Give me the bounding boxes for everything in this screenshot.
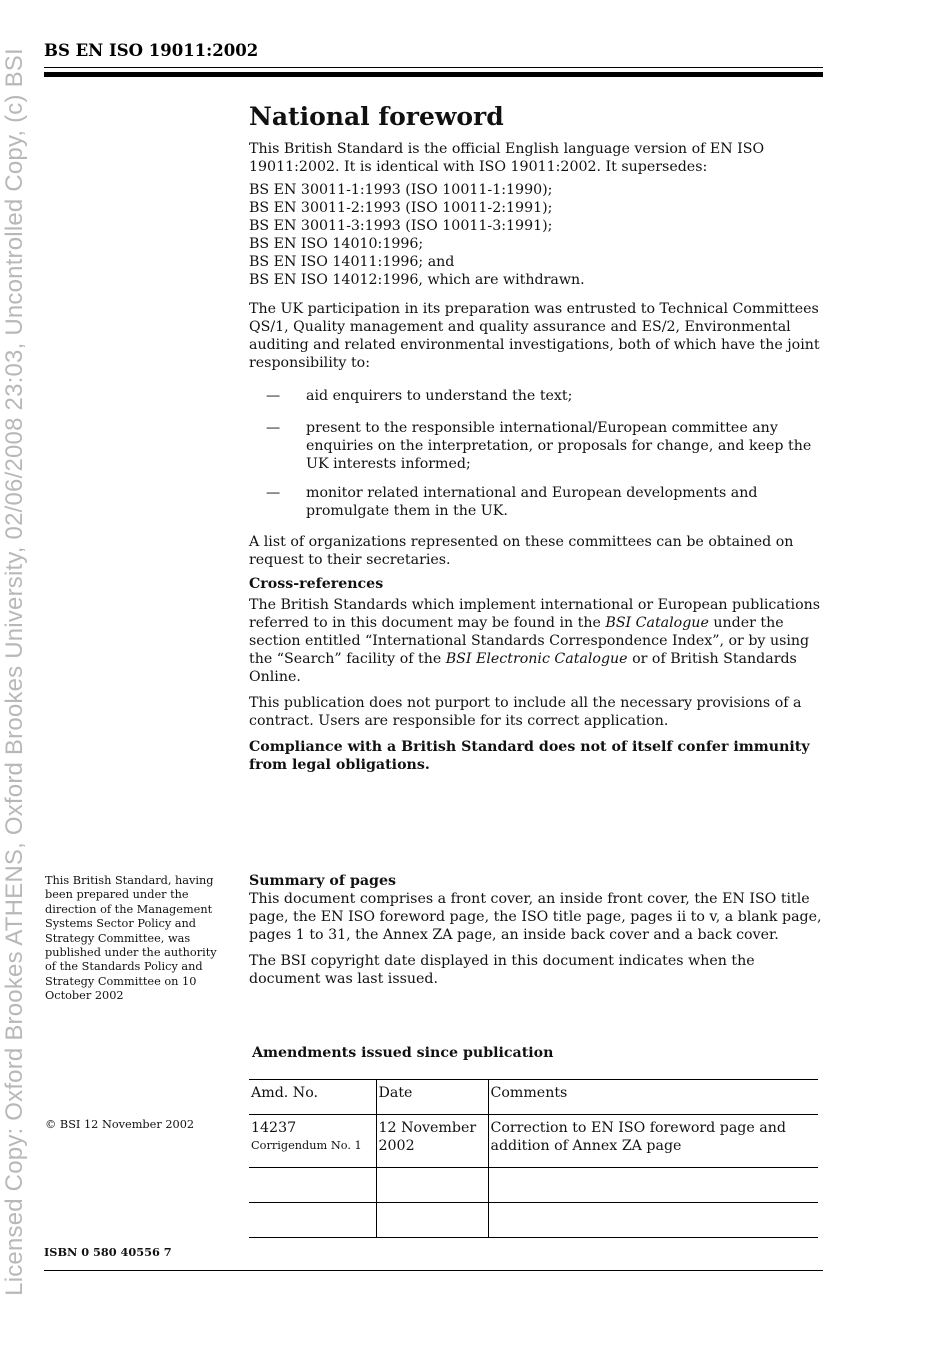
table-row-empty	[249, 1203, 818, 1238]
superseded-item: BS EN ISO 14010:1996;	[249, 236, 424, 252]
amd-no-subtitle: Corrigendum No. 1	[251, 1139, 362, 1152]
participation-paragraph: The UK participation in its preparation was entrusted to Technical Committees QS/1, Quality management and quality assurance and ES/2, Environmental auditing and related environmental investigations, both of which have the joint responsibility to:	[249, 301, 820, 371]
superseded-item: BS EN 30011-2:1993 (ISO 10011-2:1991);	[249, 200, 553, 216]
crossref-text: The British Standards which implement international or European publications referred to in this document may be found in the	[249, 597, 821, 631]
list-item-text: monitor related international and European developments and promulgate them in the UK.	[306, 485, 758, 519]
crossref-heading: Cross-references	[249, 576, 384, 592]
comments-cell: Correction to EN ISO foreword page and addition of Annex ZA page	[488, 1115, 818, 1168]
header-rule-thick	[44, 72, 823, 77]
summary-section	[249, 872, 825, 988]
table-row-empty	[249, 1168, 818, 1203]
crossref-paragraph	[249, 596, 825, 686]
page-title: National foreword	[249, 102, 504, 131]
summary-heading: Summary of pages	[249, 873, 396, 889]
crossref-text: under the section entitled “International Standards Correspondence Index”, or by using the “Search” facility of the	[249, 615, 810, 667]
copyright-date-note: The BSI copyright date displayed in this document indicates when the document was last issued.	[249, 953, 755, 987]
isbn: ISBN 0 580 40556 7	[44, 1245, 172, 1259]
column-header-amd-no: Amd. No.	[249, 1080, 376, 1115]
list-item-text: present to the responsible international/European committee any enquiries on the interpretation, or proposals for change, and keep the UK interests informed;	[306, 420, 812, 472]
list-item	[249, 419, 825, 473]
bsi-catalogue-title: BSI Catalogue	[605, 615, 709, 631]
organizations-paragraph: A list of organizations represented on these committees can be obtained on request to their secretaries.	[249, 534, 794, 568]
amendments-table	[249, 1079, 818, 1238]
superseded-list	[249, 181, 825, 289]
superseded-item: BS EN 30011-1:1993 (ISO 10011-1:1990);	[249, 182, 553, 198]
column-header-comments: Comments	[488, 1080, 818, 1115]
responsibility-list	[249, 387, 825, 520]
column-header-date: Date	[376, 1080, 488, 1115]
list-item-text: aid enquirers to understand the text;	[306, 388, 573, 404]
intro-paragraph: This British Standard is the official English language version of EN ISO 19011:2002. It is identical with ISO 19011:2002. It supersedes:	[249, 141, 765, 175]
table-header-row	[249, 1080, 818, 1115]
foreword-body	[249, 140, 825, 774]
footer-rule	[44, 1270, 823, 1271]
list-item	[249, 387, 825, 405]
superseded-item: BS EN ISO 14011:1996; and	[249, 254, 455, 270]
header-rule-thin	[44, 67, 823, 68]
document-id-header: BS EN ISO 19011:2002	[44, 41, 259, 60]
dash-marker: —	[266, 485, 281, 501]
amd-no-value: 14237	[251, 1120, 297, 1136]
amd-no-cell	[249, 1115, 376, 1168]
bsi-electronic-catalogue-title: BSI Electronic Catalogue	[445, 651, 628, 667]
superseded-item: BS EN ISO 14012:1996, which are withdrawn.	[249, 272, 585, 288]
dash-marker: —	[266, 388, 281, 404]
date-cell: 12 November 2002	[376, 1115, 488, 1168]
compliance-statement: Compliance with a British Standard does not of itself confer immunity from legal obligations.	[249, 739, 810, 773]
copyright-notice: © BSI 12 November 2002	[45, 1118, 195, 1131]
summary-paragraph: This document comprises a front cover, an inside front cover, the EN ISO title page, the EN ISO foreword page, the ISO title page, pages ii to v, a blank page, pages 1 to 31, the Annex ZA page, an inside back cover and a back cover.	[249, 891, 822, 943]
publication-note: This British Standard, having been prepared under the direction of the Management Systems Sector Policy and Strategy Committee, was published under the authority of the Standards Policy and Strategy Committee on 10 October 2002	[45, 874, 217, 1003]
table-row	[249, 1115, 818, 1168]
contract-paragraph: This publication does not purport to include all the necessary provisions of a contract. Users are responsible for its correct application.	[249, 695, 802, 729]
license-watermark: Licensed Copy: Oxford Brookes ATHENS, Oxford Brookes University, 02/06/2008 23:03, Uncontrolled Copy, (c) BSI	[1, 48, 28, 1296]
crossref-text: or of British Standards Online.	[249, 651, 797, 685]
superseded-item: BS EN 30011-3:1993 (ISO 10011-3:1991);	[249, 218, 553, 234]
dash-marker: —	[266, 420, 281, 436]
amendments-title: Amendments issued since publication	[252, 1045, 554, 1061]
list-item	[249, 484, 825, 520]
